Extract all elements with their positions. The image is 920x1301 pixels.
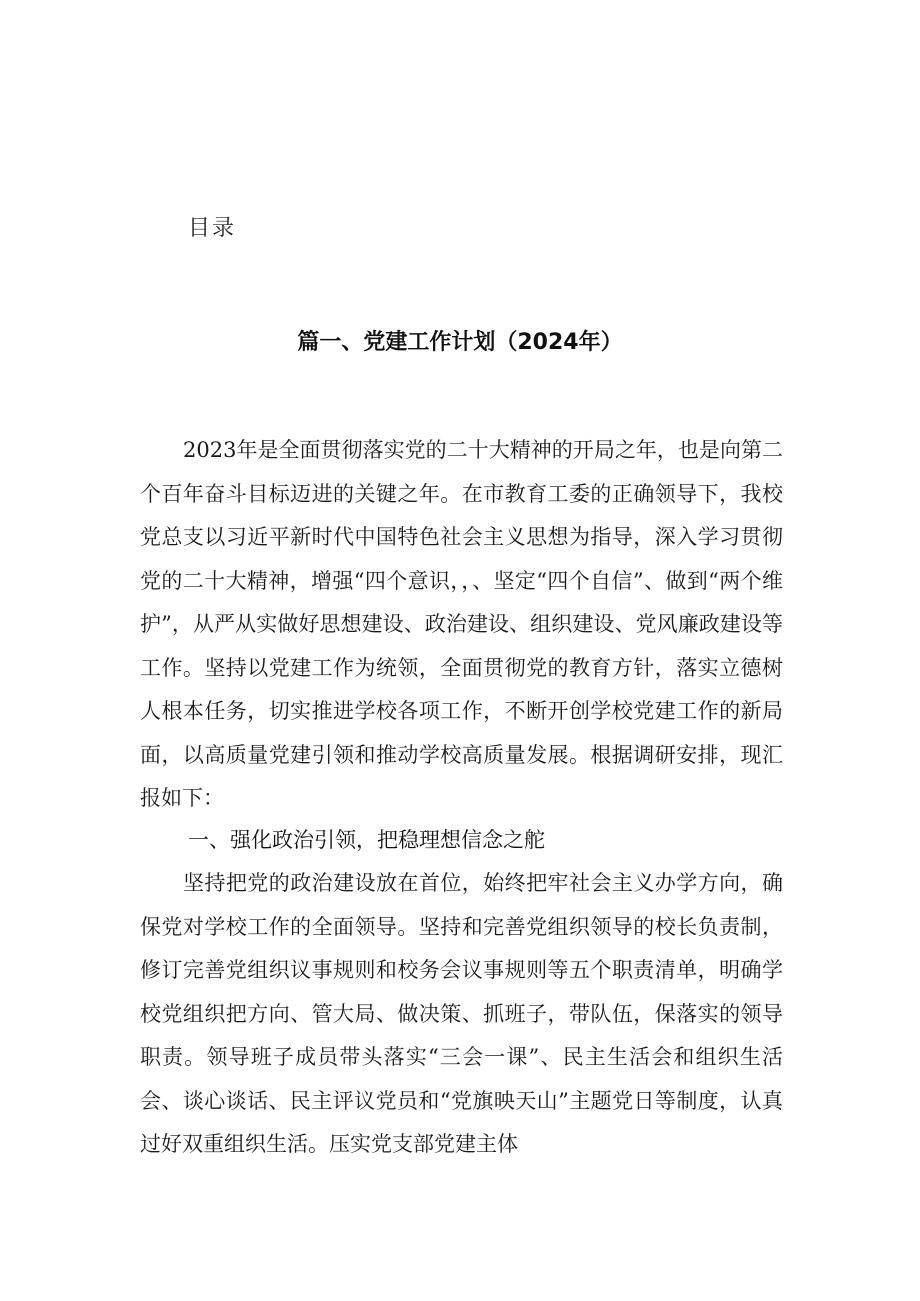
- section-heading-1: 一、强化政治引领，把稳理想信念之舵: [188, 828, 545, 852]
- toc-label: 目录: [188, 216, 237, 241]
- body-paragraph-2: 坚持把党的政治建设放在首位，始终把牢社会主义办学方向，确保党对学校工作的全面领导。坚持和完善党组织领导的校长负责制，修订完善党组织议事规则和校务会议事规则等五个职责清单，明确学校党组织把方向、管大局、做决策、抓班子，带队伍，保落实的领导职责。领导班子成员带头落实“三会一课”、民主生活会和组织生活会、谈心谈话、民主评议党员和“党旗映天山”主题党日等制度，认真过好双重组织生活。压实党支部党建主体: [140, 871, 783, 1156]
- document-title: 篇一、党建工作计划（2024年）: [297, 330, 623, 355]
- body-paragraph-1: 2023年是全面贯彻落实党的二十大精神的开局之年，也是向第二个百年奋斗目标迈进的关键之年。在市教育工委的正确领导下，我校党总支以习近平新时代中国特色社会主义思想为指导，深入学习贯彻党的二十大精神，增强“四个意识，，、坚定“四个自信”、做到“两个维护”，从严从实做好思想建设、政治建设、组织建设、党风廉政建设等工作。坚持以党建工作为统领，全面贯彻党的教育方针，落实立德树人根本任务，切实推进学校各项工作，不断开创学校党建工作的新局面，以高质量党建引领和推动学校高质量发展。根据调研安排，现汇报如下：: [140, 438, 783, 810]
